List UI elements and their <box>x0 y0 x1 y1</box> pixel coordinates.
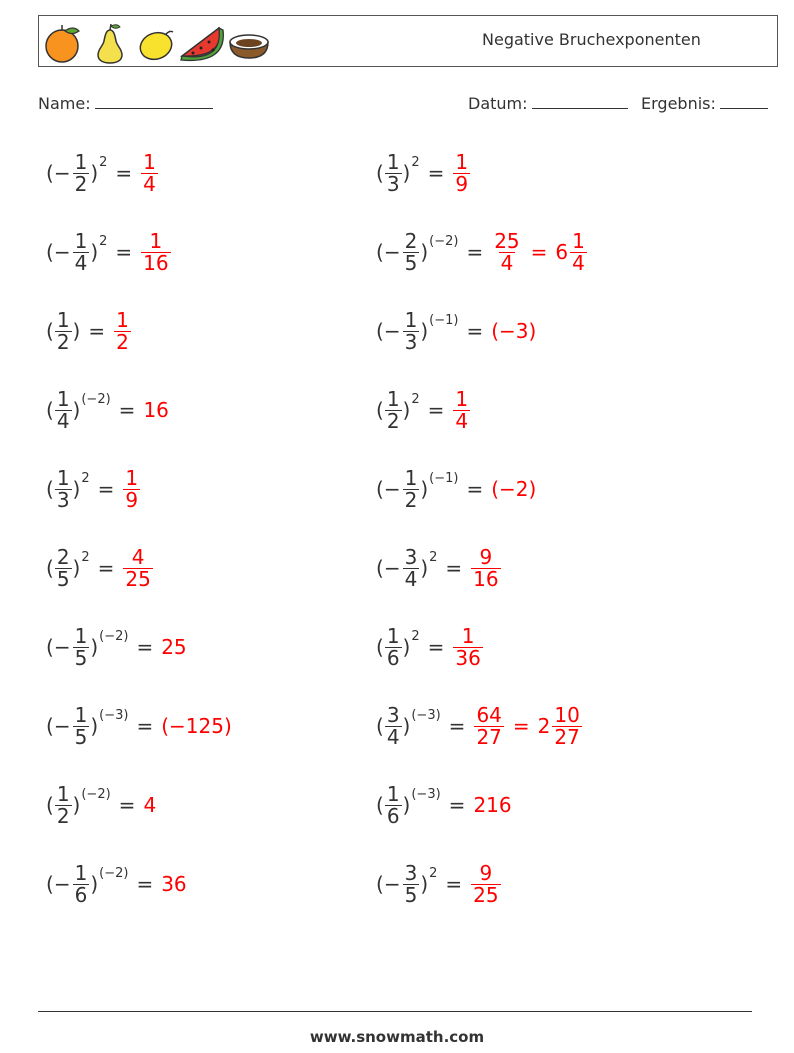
open-paren: ( <box>376 161 384 185</box>
equals-sign: = <box>115 161 133 185</box>
name-blank <box>95 92 213 109</box>
answer-equals-sign: = <box>512 714 530 738</box>
fraction-denominator: 2 <box>386 408 400 433</box>
fraction-denominator: 4 <box>74 250 88 275</box>
fraction-denominator: 4 <box>404 566 418 591</box>
footer-url: www.snowmath.com <box>309 1028 485 1046</box>
exponent: (−3) <box>99 707 129 723</box>
orange-icon <box>43 22 83 64</box>
base-fraction <box>55 386 72 433</box>
answer-numerator: 9 <box>479 544 493 569</box>
answer-value: (−125) <box>161 714 232 738</box>
open-paren: ( <box>376 793 384 817</box>
fraction-denominator: 3 <box>56 487 70 512</box>
exponent: (−1) <box>429 470 459 486</box>
fraction-denominator: 2 <box>404 487 418 512</box>
answer-denominator: 27 <box>476 724 502 749</box>
answer-denominator: 25 <box>125 566 151 591</box>
worksheet-title: Negative Bruchexponenten <box>482 30 701 49</box>
answer-numerator: 25 <box>494 228 520 253</box>
base-fraction <box>73 623 90 670</box>
open-paren: ( <box>46 635 54 659</box>
close-paren: ) <box>420 872 429 896</box>
close-paren: ) <box>402 161 411 185</box>
fraction-denominator: 3 <box>404 329 418 354</box>
fraction-denominator: 5 <box>74 645 88 670</box>
answer-denominator: 4 <box>500 250 514 275</box>
base-fraction <box>73 228 90 275</box>
answer <box>161 872 186 896</box>
date-label: Datum: <box>468 94 528 113</box>
fraction-denominator: 5 <box>404 882 418 907</box>
open-paren: ( <box>376 319 384 343</box>
base-fraction <box>385 386 402 433</box>
result-field <box>641 92 768 113</box>
answer <box>491 477 536 501</box>
mixed-fraction <box>552 702 581 749</box>
fraction-numerator: 1 <box>74 228 88 253</box>
open-paren: ( <box>46 398 54 422</box>
close-paren: ) <box>72 398 81 422</box>
problem-item <box>376 770 512 840</box>
equals-sign: = <box>427 161 445 185</box>
negative-sign: − <box>383 240 401 264</box>
result-blank <box>720 92 768 109</box>
problem-item <box>46 217 172 287</box>
fraction-numerator: 1 <box>74 623 88 648</box>
open-paren: ( <box>376 714 384 738</box>
answer <box>452 386 471 433</box>
negative-sign: − <box>383 477 401 501</box>
answer-fraction <box>492 228 521 275</box>
fraction-denominator: 2 <box>56 803 70 828</box>
lemon-icon <box>137 22 175 64</box>
open-paren: ( <box>46 714 54 738</box>
coconut-icon <box>227 22 271 64</box>
problem-item <box>376 612 484 682</box>
fraction-denominator: 5 <box>74 724 88 749</box>
fraction-numerator: 1 <box>386 149 400 174</box>
fraction-denominator: 2 <box>74 171 88 196</box>
problem-item <box>376 217 588 287</box>
answer <box>470 544 501 591</box>
exponent: 2 <box>411 391 420 407</box>
fraction-denominator: 5 <box>404 250 418 275</box>
answer-fraction <box>471 544 500 591</box>
fraction-denominator: 2 <box>56 329 70 354</box>
base-fraction <box>385 623 402 670</box>
fraction-numerator: 1 <box>56 386 70 411</box>
fraction-denominator: 3 <box>386 171 400 196</box>
mixed-numerator: 10 <box>554 702 580 727</box>
answer-numerator: 1 <box>143 149 156 174</box>
base-fraction <box>55 781 72 828</box>
answer-fraction <box>141 228 170 275</box>
exponent: 2 <box>411 154 420 170</box>
close-paren: ) <box>72 477 81 501</box>
answer-denominator: 9 <box>125 487 139 512</box>
equals-sign: = <box>466 319 484 343</box>
close-paren: ) <box>402 398 411 422</box>
answer-numerator: 4 <box>131 544 145 569</box>
answer-denominator: 4 <box>455 408 469 433</box>
equals-sign: = <box>445 556 463 580</box>
base-fraction <box>55 465 72 512</box>
negative-sign: − <box>53 240 71 264</box>
close-paren: ) <box>90 240 99 264</box>
open-paren: ( <box>376 477 384 501</box>
equals-sign: = <box>97 556 115 580</box>
close-paren: ) <box>90 161 99 185</box>
base-fraction <box>73 149 90 196</box>
problem-item <box>46 375 169 445</box>
problem-item <box>376 454 536 524</box>
close-paren: ) <box>402 793 411 817</box>
answer <box>452 149 471 196</box>
answer-denominator: 36 <box>455 645 481 670</box>
answer <box>113 307 132 354</box>
pear-icon <box>95 22 125 64</box>
answer <box>161 714 232 738</box>
negative-sign: − <box>383 556 401 580</box>
open-paren: ( <box>46 319 54 343</box>
answer <box>143 398 168 422</box>
base-fraction <box>403 860 420 907</box>
answer-denominator: 2 <box>116 329 129 354</box>
fraction-numerator: 2 <box>56 544 70 569</box>
answer-value: 16 <box>143 398 169 422</box>
problem-item <box>46 691 232 761</box>
equals-sign: = <box>118 398 136 422</box>
fraction-denominator: 4 <box>56 408 70 433</box>
equals-sign: = <box>445 872 463 896</box>
mixed-numerator: 1 <box>572 228 585 253</box>
mixed-denominator: 27 <box>554 724 580 749</box>
answer-numerator: 64 <box>476 702 502 727</box>
answer-denominator: 16 <box>473 566 499 591</box>
answer <box>140 149 159 196</box>
open-paren: ( <box>46 556 54 580</box>
answer-value: (−3) <box>491 319 537 343</box>
problem-item <box>46 770 156 840</box>
exponent: 2 <box>99 233 108 249</box>
date-field <box>468 92 628 113</box>
answer-denominator: 4 <box>143 171 156 196</box>
fraction-numerator: 2 <box>404 228 418 253</box>
answer <box>452 623 483 670</box>
fraction-denominator: 6 <box>386 645 400 670</box>
equals-sign: = <box>427 398 445 422</box>
fraction-numerator: 1 <box>386 623 400 648</box>
negative-sign: − <box>53 635 71 659</box>
equals-sign: = <box>136 635 154 659</box>
base-fraction <box>55 544 72 591</box>
close-paren: ) <box>90 635 99 659</box>
open-paren: ( <box>376 872 384 896</box>
answer-equals-sign: = <box>530 240 548 264</box>
equals-sign: = <box>466 477 484 501</box>
exponent: 2 <box>81 549 90 565</box>
answer <box>473 702 582 749</box>
fraction-numerator: 1 <box>74 860 88 885</box>
problem-item <box>376 691 583 761</box>
close-paren: ) <box>420 556 429 580</box>
answer-fraction <box>123 465 140 512</box>
answer-fraction <box>141 149 158 196</box>
answer-numerator: 9 <box>479 860 493 885</box>
open-paren: ( <box>46 793 54 817</box>
base-fraction <box>403 228 420 275</box>
answer-fraction <box>114 307 131 354</box>
answer <box>491 228 588 275</box>
open-paren: ( <box>376 635 384 659</box>
problem-item <box>376 533 502 603</box>
answer <box>143 793 156 817</box>
equals-sign: = <box>136 714 154 738</box>
exponent: (−2) <box>429 233 459 249</box>
fraction-numerator: 1 <box>74 149 88 174</box>
answer-fraction <box>471 860 500 907</box>
negative-sign: − <box>383 872 401 896</box>
answer-value: 25 <box>161 635 187 659</box>
mixed-whole: 2 <box>537 714 551 738</box>
fraction-numerator: 3 <box>386 702 400 727</box>
exponent: 2 <box>429 865 438 881</box>
base-fraction <box>385 781 402 828</box>
worksheet-header <box>38 15 778 67</box>
mixed-whole: 6 <box>555 240 569 264</box>
close-paren: ) <box>90 714 99 738</box>
equals-sign: = <box>466 240 484 264</box>
answer-numerator: 1 <box>455 149 469 174</box>
open-paren: ( <box>46 240 54 264</box>
name-field <box>38 92 213 113</box>
negative-sign: − <box>53 714 71 738</box>
exponent: (−2) <box>81 391 111 407</box>
watermelon-icon <box>179 22 225 64</box>
fraction-numerator: 1 <box>386 386 400 411</box>
base-fraction <box>55 307 72 354</box>
base-fraction <box>403 544 420 591</box>
fraction-denominator: 5 <box>56 566 70 591</box>
answer <box>122 544 153 591</box>
mixed-denominator: 4 <box>572 250 585 275</box>
equals-sign: = <box>97 477 115 501</box>
problem-item <box>46 454 141 524</box>
result-label: Ergebnis: <box>641 94 716 113</box>
exponent: 2 <box>429 549 438 565</box>
answer-numerator: 1 <box>455 386 469 411</box>
negative-sign: − <box>53 872 71 896</box>
base-fraction <box>73 860 90 907</box>
answer <box>122 465 141 512</box>
equals-sign: = <box>448 793 466 817</box>
problem-item <box>46 849 187 919</box>
problem-item <box>376 138 471 208</box>
exponent: 2 <box>81 470 90 486</box>
base-fraction <box>385 149 402 196</box>
answer-value: 216 <box>473 793 512 817</box>
answer-denominator: 25 <box>473 882 499 907</box>
close-paren: ) <box>420 240 429 264</box>
fraction-numerator: 3 <box>404 860 418 885</box>
problem-item <box>46 612 187 682</box>
answer <box>161 635 186 659</box>
close-paren: ) <box>72 319 81 343</box>
fraction-denominator: 4 <box>386 724 400 749</box>
fraction-numerator: 1 <box>74 702 88 727</box>
close-paren: ) <box>90 872 99 896</box>
answer-fraction <box>453 149 470 196</box>
open-paren: ( <box>46 161 54 185</box>
answer <box>140 228 171 275</box>
fraction-denominator: 6 <box>74 882 88 907</box>
answer-value: (−2) <box>491 477 537 501</box>
negative-sign: − <box>383 319 401 343</box>
answer-numerator: 1 <box>461 623 475 648</box>
problem-item <box>46 296 132 366</box>
exponent: (−2) <box>81 786 111 802</box>
close-paren: ) <box>402 635 411 659</box>
base-fraction <box>403 307 420 354</box>
close-paren: ) <box>420 319 429 343</box>
open-paren: ( <box>376 240 384 264</box>
problem-item <box>46 533 154 603</box>
exponent: (−3) <box>411 786 441 802</box>
answer-fraction <box>453 623 482 670</box>
fraction-numerator: 1 <box>56 307 70 332</box>
fraction-denominator: 6 <box>386 803 400 828</box>
exponent: (−2) <box>99 628 129 644</box>
equals-sign: = <box>118 793 136 817</box>
open-paren: ( <box>376 556 384 580</box>
answer-numerator: 1 <box>125 465 139 490</box>
answer-fraction <box>453 386 470 433</box>
equals-sign: = <box>427 635 445 659</box>
answer <box>470 860 501 907</box>
base-fraction <box>385 702 402 749</box>
answer-denominator: 16 <box>143 250 169 275</box>
exponent: 2 <box>411 628 420 644</box>
open-paren: ( <box>46 872 54 896</box>
answer-fraction <box>123 544 152 591</box>
answer-numerator: 1 <box>116 307 129 332</box>
equals-sign: = <box>448 714 466 738</box>
base-fraction <box>73 702 90 749</box>
answer-fraction <box>474 702 503 749</box>
answer-numerator: 1 <box>149 228 163 253</box>
name-label: Name: <box>38 94 91 113</box>
fraction-numerator: 1 <box>56 465 70 490</box>
footer-divider <box>38 1011 752 1012</box>
exponent: (−3) <box>411 707 441 723</box>
exponent: (−1) <box>429 312 459 328</box>
open-paren: ( <box>46 477 54 501</box>
equals-sign: = <box>88 319 106 343</box>
answer-denominator: 9 <box>455 171 469 196</box>
exponent: 2 <box>99 154 108 170</box>
negative-sign: − <box>53 161 71 185</box>
date-blank <box>532 92 628 109</box>
fraction-numerator: 1 <box>404 465 418 490</box>
fraction-numerator: 1 <box>404 307 418 332</box>
problem-item <box>376 849 502 919</box>
fraction-numerator: 1 <box>386 781 400 806</box>
answer-value: 36 <box>161 872 187 896</box>
fraction-numerator: 3 <box>404 544 418 569</box>
answer <box>491 319 536 343</box>
base-fraction <box>403 465 420 512</box>
exponent: (−2) <box>99 865 129 881</box>
equals-sign: = <box>136 872 154 896</box>
problem-item <box>376 375 471 445</box>
close-paren: ) <box>402 714 411 738</box>
close-paren: ) <box>72 556 81 580</box>
mixed-fraction <box>570 228 587 275</box>
answer <box>473 793 511 817</box>
close-paren: ) <box>420 477 429 501</box>
open-paren: ( <box>376 398 384 422</box>
equals-sign: = <box>115 240 133 264</box>
problem-item <box>376 296 536 366</box>
fraction-numerator: 1 <box>56 781 70 806</box>
problem-item <box>46 138 159 208</box>
answer-value: 4 <box>143 793 157 817</box>
close-paren: ) <box>72 793 81 817</box>
